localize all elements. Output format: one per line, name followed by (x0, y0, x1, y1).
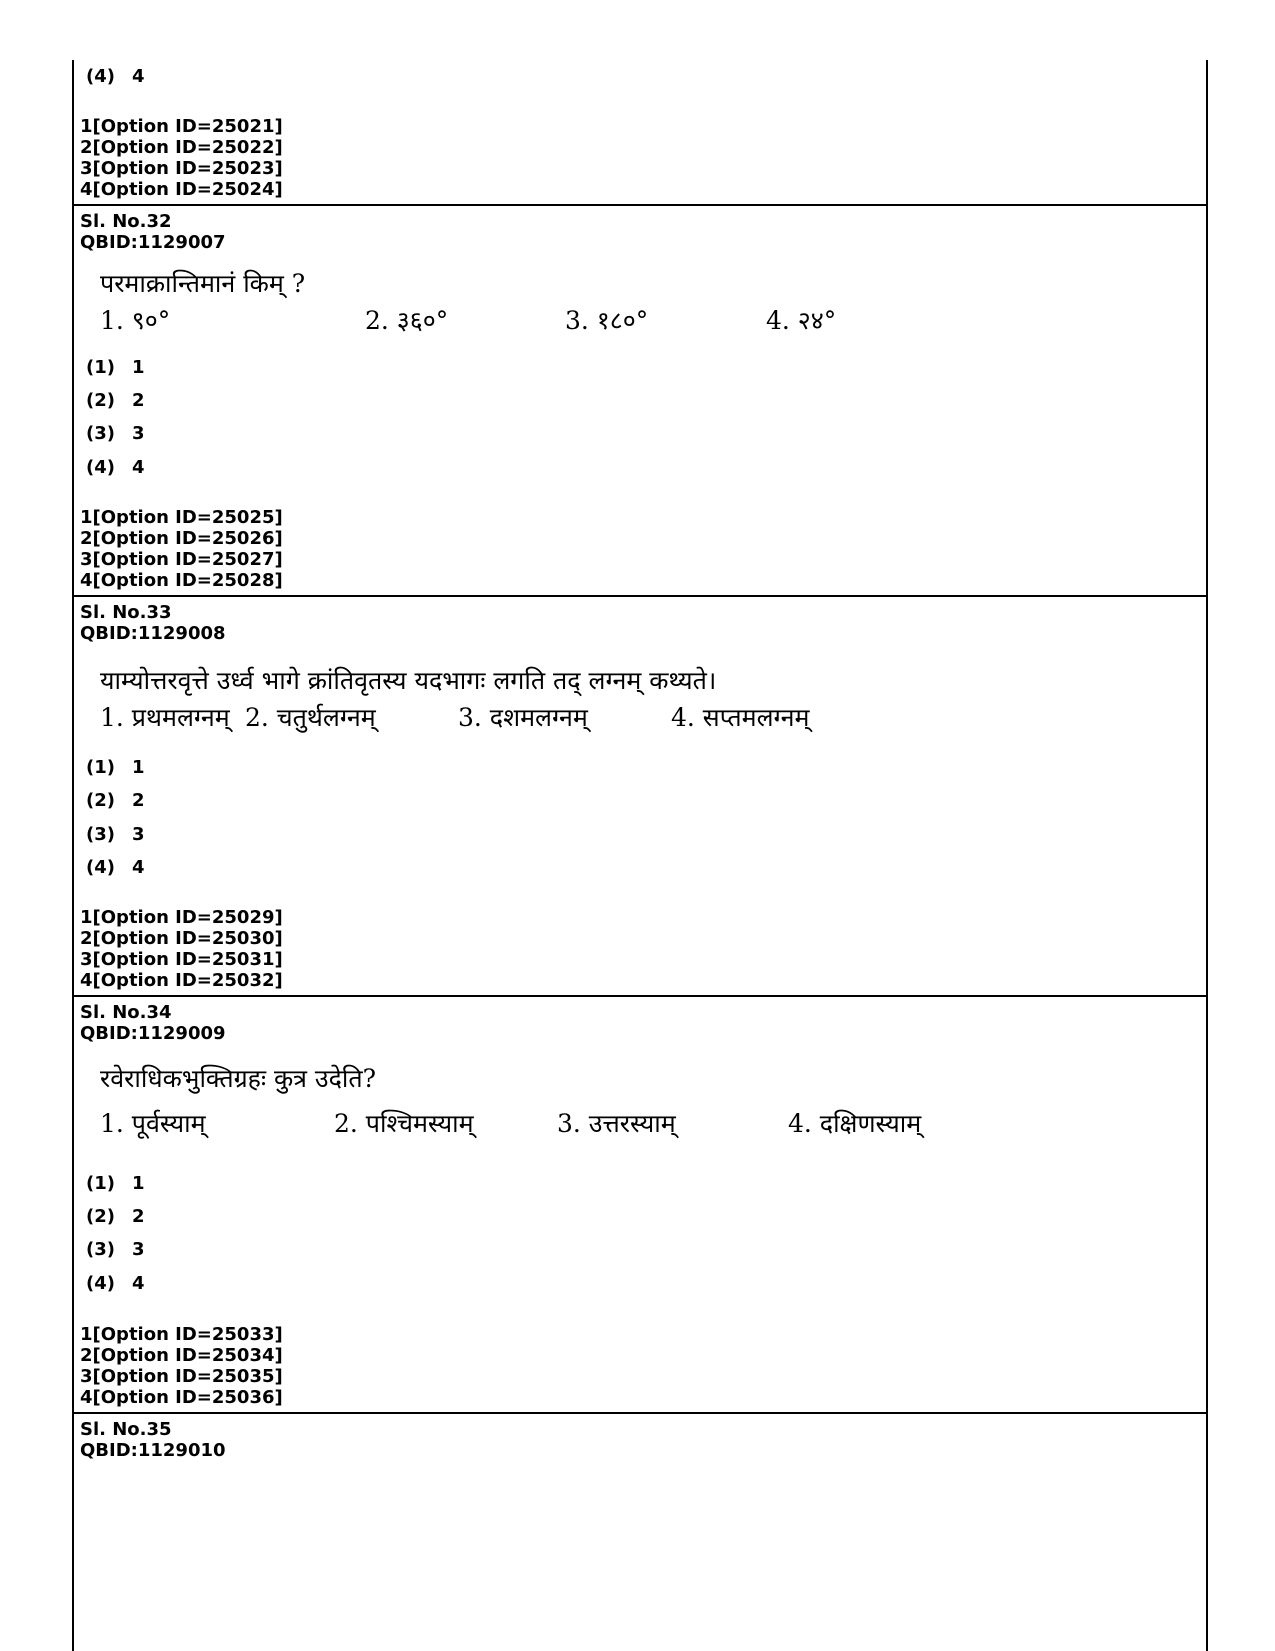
answer-option (86, 422, 145, 446)
answer-value: 4 (132, 857, 145, 878)
option-id: 3[Option ID=25023] (80, 158, 283, 179)
question-options-row (100, 1104, 1206, 1144)
answer-value: 1 (132, 757, 145, 778)
answer-value: 3 (132, 1239, 145, 1260)
option-id: 2[Option ID=25034] (80, 1345, 283, 1366)
answer-option (86, 756, 145, 780)
answer-value: 1 (132, 1173, 145, 1194)
answer-value: 4 (132, 66, 145, 87)
answer-number: (4) (86, 1273, 115, 1294)
question-option: 4. २४° (766, 306, 837, 335)
answer-value: 4 (132, 457, 145, 478)
answer-value: 2 (132, 790, 145, 811)
option-id: 3[Option ID=25031] (80, 949, 283, 970)
answer-number: (4) (86, 66, 115, 87)
option-id: 1[Option ID=25029] (80, 907, 283, 928)
option-id: 1[Option ID=25025] (80, 507, 283, 528)
question-option: 4. दक्षिणस्याम् (788, 1109, 922, 1138)
answer-number: (1) (86, 357, 115, 378)
question-option: 2. पश्चिमस्याम् (334, 1109, 474, 1138)
question-option: 1. प्रथमलग्नम् (100, 703, 230, 732)
question-option: 1. पूर्वस्याम् (100, 1109, 206, 1138)
answer-number: (4) (86, 857, 115, 878)
option-id-list (80, 907, 283, 991)
answer-number: (2) (86, 790, 115, 811)
option-id: 3[Option ID=25035] (80, 1366, 283, 1387)
answer-option (86, 823, 145, 847)
answer-option (86, 856, 145, 880)
answer-number: (3) (86, 824, 115, 845)
option-id: 4[Option ID=25024] (80, 179, 283, 200)
serial-number: Sl. No.32 (80, 211, 172, 232)
answer-option (86, 1172, 145, 1196)
option-id: 4[Option ID=25028] (80, 570, 283, 591)
qbid: QBID:1129009 (80, 1023, 226, 1044)
question-option: 3. उत्तरस्याम् (557, 1109, 676, 1138)
answer-value: 1 (132, 357, 145, 378)
answer-value: 3 (132, 824, 145, 845)
answer-value: 2 (132, 1206, 145, 1227)
question-paper-frame (72, 60, 1208, 1651)
option-id-list (80, 1324, 283, 1408)
question-text: याम्योत्तरवृत्ते उर्ध्व भागे क्रांतिवृतस्य यदभागः लगति तद् लग्नम् कथ्यते। (100, 666, 717, 695)
option-id: 2[Option ID=25030] (80, 928, 283, 949)
serial-number: Sl. No.34 (80, 1002, 172, 1023)
question-option: 2. ३६०° (365, 306, 449, 335)
answer-number: (3) (86, 1239, 115, 1260)
option-id: 1[Option ID=25033] (80, 1324, 283, 1345)
option-id: 4[Option ID=25036] (80, 1387, 283, 1408)
option-id: 3[Option ID=25027] (80, 549, 283, 570)
option-id: 4[Option ID=25032] (80, 970, 283, 991)
answer-option (86, 456, 145, 480)
option-id-list (80, 116, 283, 200)
answer-option (86, 389, 145, 413)
answer-number: (1) (86, 1173, 115, 1194)
answer-number: (2) (86, 390, 115, 411)
qbid: QBID:1129010 (80, 1440, 226, 1461)
answer-option (86, 1238, 145, 1262)
answer-number: (1) (86, 757, 115, 778)
option-id: 2[Option ID=25022] (80, 137, 283, 158)
answer-value: 4 (132, 1273, 145, 1294)
serial-number: Sl. No.35 (80, 1419, 172, 1440)
answer-option (86, 1205, 145, 1229)
answer-value: 2 (132, 390, 145, 411)
question-text: परमाक्रान्तिमानं किम् ? (100, 269, 306, 298)
answer-value: 3 (132, 423, 145, 444)
question-divider (74, 1412, 1206, 1414)
option-id-list (80, 507, 283, 591)
question-options-row (100, 301, 1206, 341)
question-option: 3. १८०° (565, 306, 649, 335)
option-id: 1[Option ID=25021] (80, 116, 283, 137)
answer-option (86, 1272, 145, 1296)
question-option: 4. सप्तमलग्नम् (671, 703, 810, 732)
question-option: 1. ९०° (100, 306, 171, 335)
question-option: 3. दशमलग्नम् (458, 703, 588, 732)
option-id: 2[Option ID=25026] (80, 528, 283, 549)
serial-number: Sl. No.33 (80, 602, 172, 623)
answer-number: (3) (86, 423, 115, 444)
answer-option (86, 356, 145, 380)
answer-number: (4) (86, 457, 115, 478)
answer-number: (2) (86, 1206, 115, 1227)
question-options-row (100, 698, 1206, 738)
question-text: रवेराधिकभुक्तिग्रहः कुत्र उदेति? (100, 1064, 376, 1093)
question-divider (74, 595, 1206, 597)
question-divider (74, 204, 1206, 206)
question-option: 2. चतुर्थलग्नम् (245, 703, 376, 732)
qbid: QBID:1129008 (80, 623, 226, 644)
answer-option (86, 789, 145, 813)
answer-option (86, 65, 145, 89)
question-divider (74, 995, 1206, 997)
qbid: QBID:1129007 (80, 232, 226, 253)
